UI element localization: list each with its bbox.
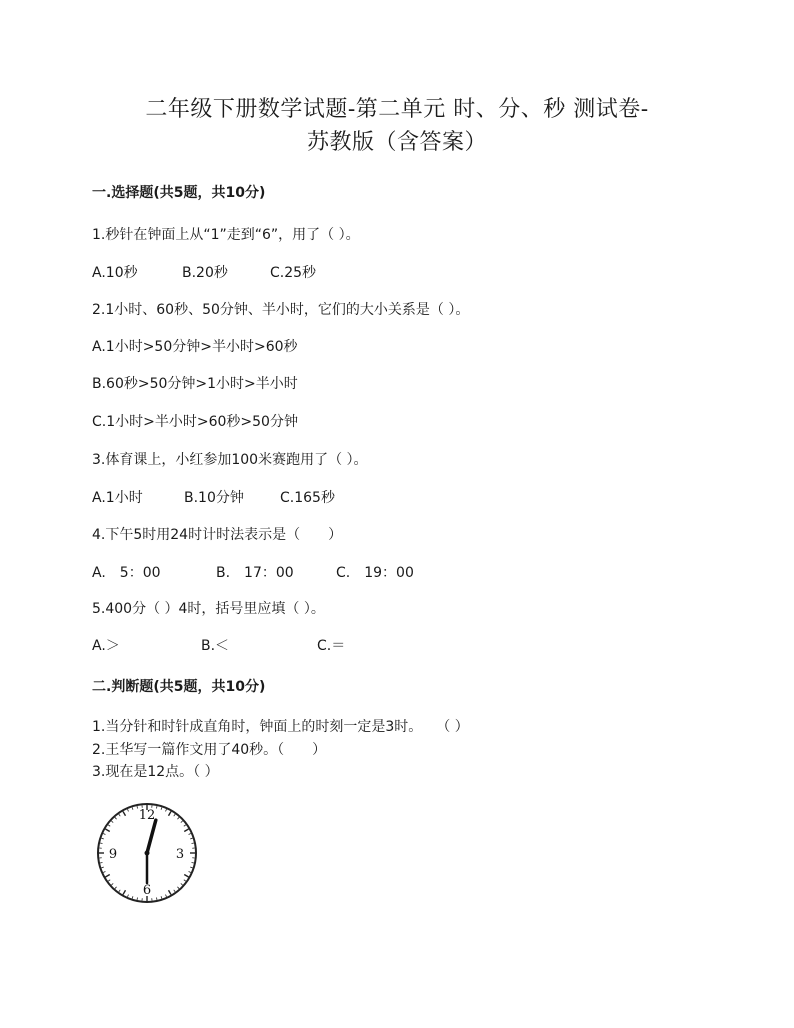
judge-question-3: 3.现在是12点。（ ） <box>92 764 219 780</box>
option-c[interactable]: C.25秒 <box>270 265 317 281</box>
clock-number-6: 6 <box>142 883 152 898</box>
option-a[interactable]: A.10秒 <box>92 265 138 281</box>
option-b[interactable]: B.10分钟 <box>184 490 244 506</box>
clock-center <box>145 851 150 856</box>
judge-question-1: 1.当分针和时针成直角时，钟面上的时刻一定是3时。 （ ） <box>92 719 469 735</box>
clock-minute-tick <box>156 898 157 900</box>
question-2-option-c[interactable]: C.1小时>半小时>60秒>50分钟 <box>92 414 298 430</box>
question-3-options <box>92 487 335 507</box>
question-3: 3.体育课上，小红参加100米赛跑用了（ ）。 <box>92 452 368 468</box>
question-2: 2.1小时、60秒、50分钟、半小时，它们的大小关系是（ ）。 <box>92 302 470 318</box>
clock-face <box>96 802 198 904</box>
clock-number-3: 3 <box>175 847 185 862</box>
clock-minute-tick <box>100 862 102 863</box>
option-b[interactable]: B.20秒 <box>182 265 228 281</box>
clock-minute-tick <box>137 898 138 900</box>
option-c[interactable]: C. 19：00 <box>336 565 414 581</box>
option-c[interactable]: C.165秒 <box>280 490 335 506</box>
clock-minute-tick <box>100 843 102 844</box>
judge-question-2: 2.王华写一篇作文用了40秒。（ ） <box>92 742 327 758</box>
section-heading-choice: 一.选择题(共5题，共10分) <box>92 185 266 201</box>
question-5: 5.400分（ ）4时，括号里应填（ ）。 <box>92 601 325 617</box>
question-5-options <box>92 635 345 655</box>
section-heading-judge: 二.判断题(共5题，共10分) <box>92 679 266 695</box>
option-a[interactable]: A. 5：00 <box>92 565 161 581</box>
clock-minute-tick <box>192 862 194 863</box>
question-2-option-a[interactable]: A.1小时>50分钟>半小时>60秒 <box>92 339 298 355</box>
option-b[interactable]: B. 17：00 <box>216 565 294 581</box>
page-title-line-1: 二年级下册数学试题-第二单元 时、分、秒 测试卷- <box>145 97 649 122</box>
question-4: 4.下午5时用24时计时法表示是（ ） <box>92 527 343 543</box>
option-b[interactable]: B.＜ <box>201 638 230 654</box>
clock-minute-tick <box>137 806 138 808</box>
question-2-option-b[interactable]: B.60秒>50分钟>1小时>半小时 <box>92 376 298 392</box>
clock-minute-tick <box>192 843 194 844</box>
page-title-line-2: 苏教版（含答案） <box>306 130 487 155</box>
clock-number-9: 9 <box>108 847 118 862</box>
clock-minute-tick <box>156 806 157 808</box>
question-1: 1.秒针在钟面上从“1”走到“6”，用了（ ）。 <box>92 227 360 243</box>
question-4-options <box>92 562 414 582</box>
option-a[interactable]: A.1小时 <box>92 490 143 506</box>
question-1-options <box>92 262 316 282</box>
clock-number-12: 12 <box>138 808 156 823</box>
option-a[interactable]: A.＞ <box>92 638 120 654</box>
option-c[interactable]: C.＝ <box>317 638 346 654</box>
